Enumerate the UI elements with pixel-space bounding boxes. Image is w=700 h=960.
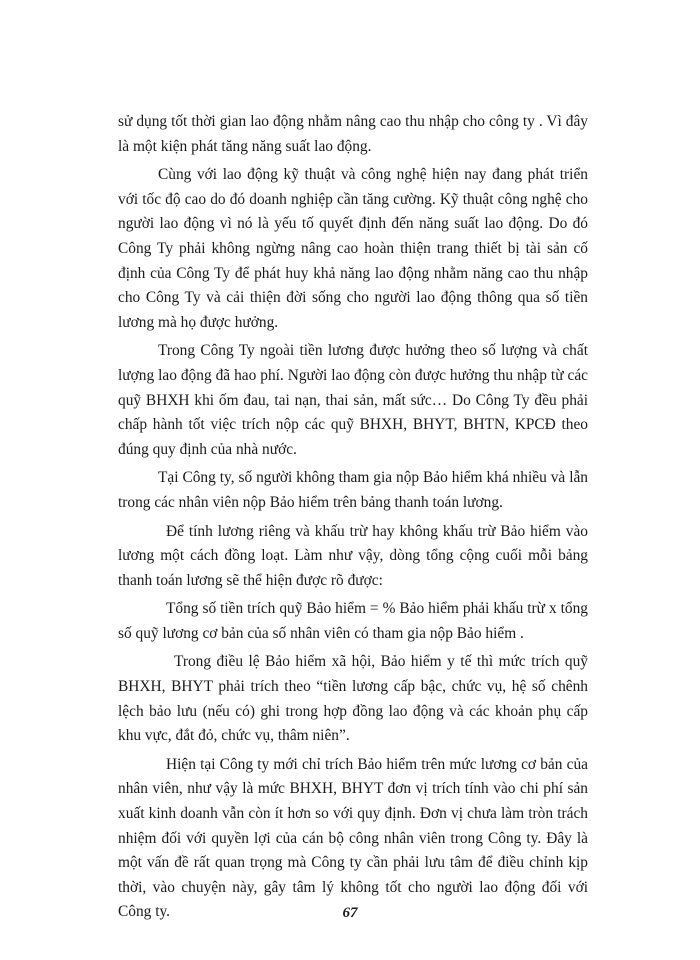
page-number: 67 xyxy=(342,905,358,921)
paragraph-5: Để tính lương riêng và khấu trừ hay không khấu trừ Bảo hiểm vào lương một cách đồng loạt. Làm như vậy, dòng tổng cộng cuối mỗi bảng thanh toán lương sẽ thể hiện được rõ được: xyxy=(118,522,588,589)
paragraph-8: Hiện tại Công ty mới chỉ trích Bảo hiểm trên mức lương cơ bản của nhân viên, như vậy là mức BHXH, BHYT đơn vị trích tính vào chi phí sản xuất kinh doanh vẫn còn ít hơn so với quy định. Đơn vị chưa làm tròn trách nhiệm đối với quyền lợi của cán bộ công nhân viên trong Công ty. Đây là một vấn đề rất quan trọng mà Công ty cần phải lưu tâm để điều chỉnh kịp thời, vào chuyện này, gây tâm lý không tốt cho người lao động đối với Công ty. xyxy=(118,755,588,921)
paragraph-6: Tổng số tiền trích quỹ Bảo hiểm = % Bảo hiểm phải khấu trừ x tổng số quỹ lương cơ bản của số nhân viên có tham gia nộp Bảo hiểm . xyxy=(118,600,588,642)
body-text xyxy=(118,110,588,929)
paragraph-7: Trong điều lệ Bảo hiểm xã hội, Bảo hiểm y tế thì mức trích quỹ BHXH, BHYT phải trích theo “tiền lương cấp bậc, chức vụ, hệ số chênh lệch bảo lưu (nếu có) ghi trong hợp đồng lao động và các khoản phụ cấp khu vực, đắt đỏ, chức vụ, thâm niên”. xyxy=(118,653,588,745)
paragraph-3: Trong Công Ty ngoài tiền lương được hưởng theo số lượng và chất lượng lao động đã hao phí. Người lao động còn được hưởng thu nhập từ các quỹ BHXH khi ốm đau, tai nạn, thai sản, mất sức… Do Công Ty đều phải chấp hành tốt việc trích nộp các quỹ BHXH, BHYT, BHTN, KPCĐ theo đúng quy định của nhà nước. xyxy=(118,342,588,458)
paragraph-4: Tại Công ty, số người không tham gia nộp Bảo hiểm khá nhiều và lẫn trong các nhân viên nộp Bảo hiểm trên bảng thanh toán lương. xyxy=(118,469,588,511)
paragraph-1: sử dụng tốt thời gian lao động nhằm nâng cao thu nhập cho công ty . Vì đây là một kiện phát tăng năng suất lao động. xyxy=(118,113,588,155)
paragraph-2: Cùng với lao động kỹ thuật và công nghệ hiện nay đang phát triển với tốc độ cao do đó doanh nghiệp cần tăng cường. Kỹ thuật công nghệ cho người lao động vì nó là yếu tố quyết định đến năng suất lao động. Do đó Công Ty phải không ngừng nâng cao hoàn thiện trang thiết bị tài sản cố định của Công Ty để phát huy khả năng lao động nhằm năng cao thu nhập cho Công Ty và cải thiện đời sống cho người lao động thông qua số tiền lương mà họ được hưởng. xyxy=(118,166,588,331)
